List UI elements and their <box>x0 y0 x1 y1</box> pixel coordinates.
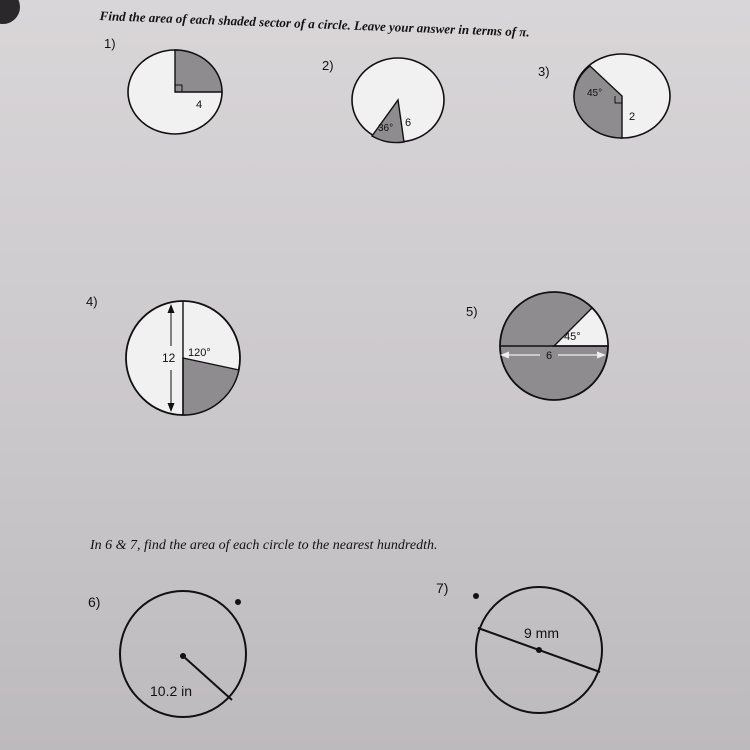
angle-label: 45° <box>564 331 581 343</box>
radius-label: 10.2 in <box>150 683 193 699</box>
bullet-dot <box>235 599 241 605</box>
radius-label: 6 <box>405 117 412 129</box>
bullet-dot <box>473 593 479 599</box>
radius-label: 4 <box>196 99 203 111</box>
problem-5-number: 5) <box>466 304 478 319</box>
figure-6 <box>120 591 246 717</box>
figure-7 <box>473 587 602 713</box>
angle-label: 36° <box>378 123 394 134</box>
diameter-label: 6 <box>546 350 553 362</box>
problem-7-number: 7) <box>436 580 449 596</box>
problem-2-number: 2) <box>322 58 334 73</box>
figure-2 <box>352 58 444 143</box>
radius-label: 2 <box>629 111 636 123</box>
instructions-part1: Find the area of each shaded sector of a circle. Leave your answer in terms of π. <box>99 8 530 40</box>
problem-1-number: 1) <box>104 36 116 51</box>
instructions-part2: In 6 & 7, find the area of each circle to the nearest hundredth. <box>90 538 438 553</box>
diameter-label: 9 mm <box>524 625 559 641</box>
diameter-label: 12 <box>162 351 176 365</box>
figure-4 <box>126 301 240 415</box>
problem-6-number: 6) <box>88 594 101 610</box>
figure-3 <box>574 54 670 138</box>
angle-label: 45° <box>587 88 603 99</box>
problem-4-number: 4) <box>86 294 98 309</box>
figure-5 <box>500 292 608 400</box>
figure-1 <box>128 50 222 134</box>
angle-label: 120° <box>188 347 211 359</box>
problem-3-number: 3) <box>538 64 550 79</box>
